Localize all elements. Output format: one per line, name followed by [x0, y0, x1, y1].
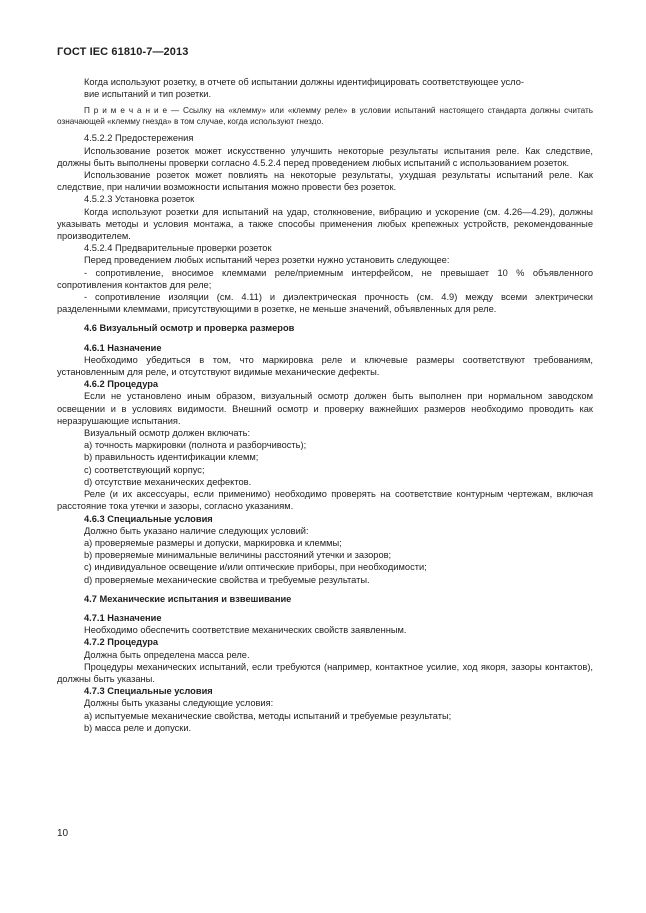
subsection-heading: 4.5.2.2 Предостережения — [84, 133, 194, 144]
subsection-heading: 4.6.2 Процедура — [84, 379, 159, 390]
list-item: b) правильность идентификации клемм; — [84, 452, 259, 463]
paragraph: Использование розеток может повлиять на некоторые результаты, ухудшая результаты испытаний реле. Как следствие, при наличии возможности испытания можно провести без розеток. — [57, 170, 593, 193]
section-heading: 4.7 Механические испытания и взвешивание — [84, 593, 292, 604]
list-item: a) точность маркировки (полнота и разборчивость); — [84, 440, 307, 451]
list-item: c) соответствующий корпус; — [84, 464, 205, 475]
paragraph: Должны быть указаны следующие условия: — [84, 698, 274, 709]
subsection-heading: 4.6.1 Назначение — [84, 342, 162, 353]
list-item: c) индивидуальное освещение и/или оптические приборы, при необходимости; — [84, 562, 427, 573]
paragraph: Необходимо убедиться в том, что маркировка реле и ключевые размеры соответствуют требованиям, установленным для реле, и отсутствуют видимые механические дефекты. — [57, 354, 593, 378]
paragraph: Должна быть определена масса реле. — [84, 649, 250, 660]
list-item: d) отсутствие механических дефектов. — [84, 476, 252, 487]
standard-header: ГОСТ IEC 61810-7—2013 — [57, 46, 189, 58]
subsection-heading: 4.6.3 Специальные условия — [84, 513, 213, 524]
section-heading: 4.6 Визуальный осмотр и проверка размеров — [84, 323, 295, 334]
subsection-heading: 4.7.2 Процедура — [84, 637, 159, 648]
paragraph: Использование розеток может искусственно улучшить некоторые результаты испытания реле. Как следствие, должны быть выполнены проверки согласно 4.5.2.4 перед проведением любых испытаний с использованием розеток. — [57, 145, 593, 168]
paragraph: Реле (и их аксессуары, если применимо) необходимо проверять на соответствие контурным чертежам, включая расстояние тока утечки и зазоры, согласно указаниям. — [57, 489, 593, 512]
note: П р и м е ч а н и е — Ссылку на «клемму» или «клемму реле» в условии испытаний настоящего стандарта должны считать означающей «клемму гнезда» в том случае, когда используют гнездо. — [57, 106, 593, 127]
paragraph: Когда используют розетку, в отчете об испытании должны идентифицировать соответствующее усло- — [84, 77, 524, 87]
list-item: b) проверяемые минимальные величины расстояний утечки и зазоров; — [84, 550, 392, 561]
paragraph: Перед проведением любых испытаний через розетки нужно установить следующее: — [84, 255, 450, 266]
paragraph: Когда используют розетки для испытаний на удар, столкновение, вибрацию и ускорение (см. 4.26—4.29), должны указывать методы и условия монтажа, а также способы применения любых крепежных устройств, рекомендованные производителем. — [57, 206, 593, 242]
page-number: 10 — [57, 828, 69, 839]
list-item: d) проверяемые механические свойства и требуемые результаты. — [84, 574, 370, 585]
list-item: b) масса реле и допуски. — [84, 722, 192, 733]
paragraph: Визуальный осмотр должен включать: — [84, 428, 251, 439]
list-item: - сопротивление изоляции (см. 4.11) и диэлектрическая прочность (см. 4.9) между всеми электрически разделенными клеммами, присутствующими в розетке, не меньше значений, объявленных для реле. — [57, 292, 593, 315]
paragraph: Необходимо обеспечить соответствие механических свойств заявленным. — [84, 625, 407, 636]
paragraph: Процедуры механических испытаний, если требуются (например, контактное усилие, ход якоря, зазоры контактов), должны быть указаны. — [57, 661, 593, 684]
list-item: - сопротивление, вносимое клеммами реле/приемным интерфейсом, не превышает 10 % объявленного сопротивления контактов для реле; — [57, 267, 593, 290]
paragraph: Если не установлено иным образом, визуальный осмотр должен быть выполнен при нормальном заводском освещении и в условиях видимости. Внешний осмотр и проверку важнейших размеров необходимо проводить как неразрушающие испытания. — [57, 391, 593, 426]
list-item: a) проверяемые размеры и допуски, маркировка и клеммы; — [84, 537, 342, 548]
subsection-heading: 4.7.1 Назначение — [84, 612, 162, 623]
paragraph: Должно быть указано наличие следующих условий: — [84, 525, 309, 536]
document-body — [57, 76, 593, 734]
subsection-heading: 4.5.2.4 Предварительные проверки розеток — [84, 243, 272, 254]
paragraph: вие испытаний и тип розетки. — [84, 89, 212, 100]
subsection-heading: 4.7.3 Специальные условия — [84, 686, 213, 697]
subsection-heading: 4.5.2.3 Установка розеток — [84, 194, 195, 205]
list-item: a) испытуемые механические свойства, методы испытаний и требуемые результаты; — [84, 710, 452, 721]
